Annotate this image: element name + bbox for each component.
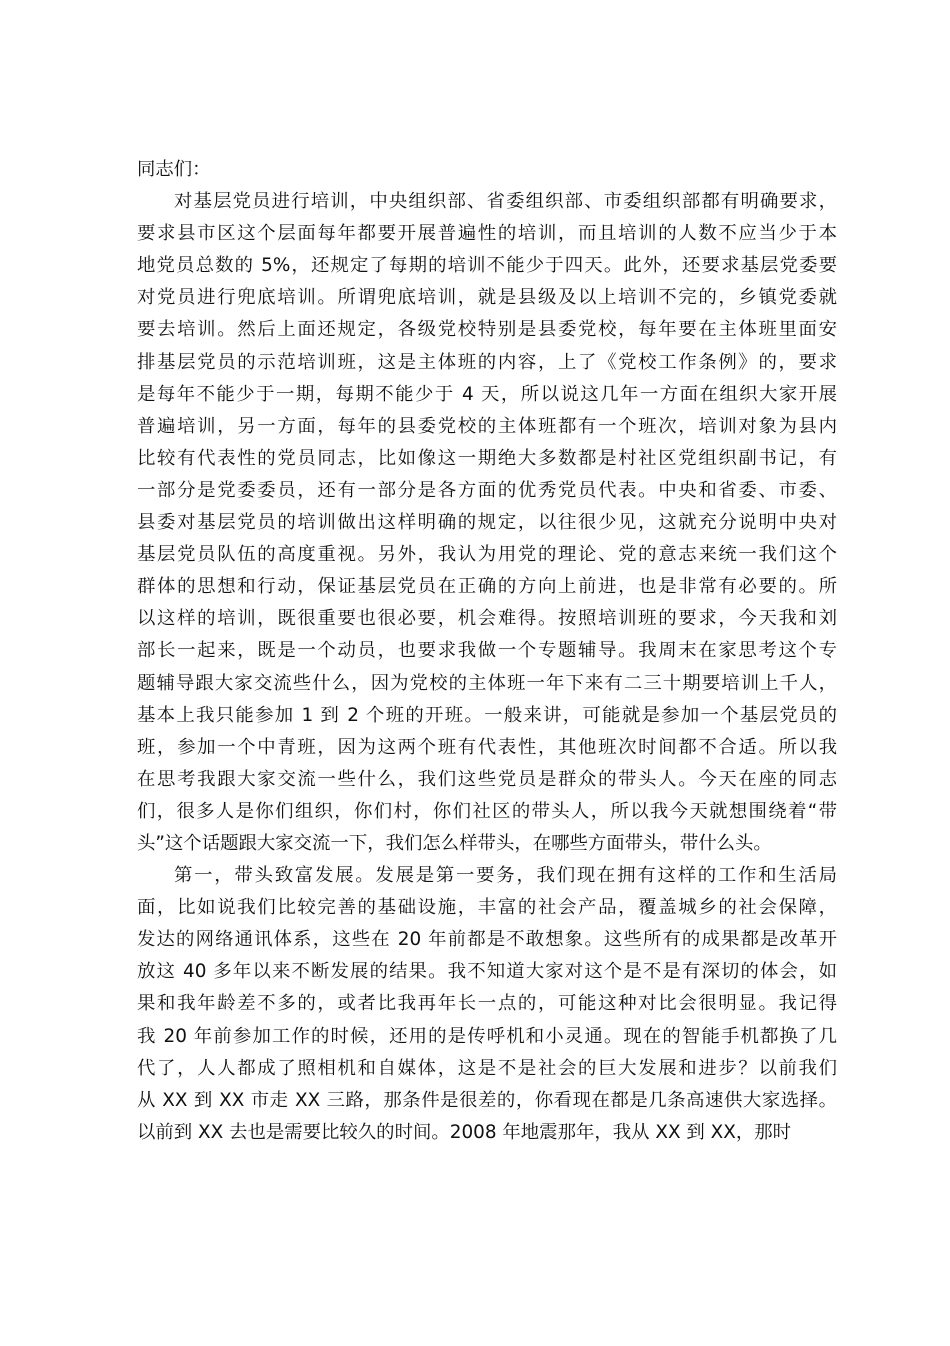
document-body <box>137 154 837 1149</box>
text-line: 以前到 XX 去也是需要比较久的时间。2008 年地震那年，我从 XX 到 XX，那时 <box>137 1121 792 1143</box>
text-line: 对基层党员进行培训，中央组织部、省委组织部、市委组织部都有明确要求， <box>174 191 837 213</box>
text-line: 面，比如说我们比较完善的基础设施，丰富的社会产品，覆盖城乡的社会保障， <box>137 897 837 919</box>
text-line: 部长一起来，既是一个动员，也要求我做一个专题辅导。我周末在家思考这个专 <box>137 640 837 662</box>
text-line: 放这 40 多年以来不断发展的结果。我不知道大家对这个是不是有深切的体会，如 <box>137 961 837 983</box>
text-line: 一部分是党委委员，还有一部分是各方面的优秀党员代表。中央和省委、市委、 <box>137 479 837 501</box>
text-line: 对党员进行兜底培训。所谓兜底培训，就是县级及以上培训不完的，乡镇党委就 <box>137 287 837 309</box>
text-line: 要求县市区这个层面每年都要开展普遍性的培训，而且培训的人数不应当少于本 <box>137 223 837 245</box>
text-line: 普遍培训，另一方面，每年的县委党校的主体班都有一个班次，培训对象为县内 <box>137 415 837 437</box>
text-line: 头”这个话题跟大家交流一下，我们怎么样带头，在哪些方面带头，带什么头。 <box>137 832 772 854</box>
text-line: 基本上我只能参加 1 到 2 个班的开班。一般来讲，可能就是参加一个基层党员的 <box>137 704 837 726</box>
text-line: 题辅导跟大家交流些什么，因为党校的主体班一年下来有二三十期要培训上千人， <box>137 672 837 694</box>
text-line: 群体的思想和行动，保证基层党员在正确的方向上前进，也是非常有必要的。所 <box>137 576 837 598</box>
text-line: 从 XX 到 XX 市走 XX 三路，那条件是很差的，你看现在都是几条高速供大家选择。 <box>137 1089 837 1111</box>
text-line: 代了，人人都成了照相机和自媒体，这是不是社会的巨大发展和进步？以前我们 <box>137 1057 837 1079</box>
text-line: 在思考我跟大家交流一些什么，我们这些党员是群众的带头人。今天在座的同志 <box>137 768 837 790</box>
text-line: 果和我年龄差不多的，或者比我再年长一点的，可能这种对比会很明显。我记得 <box>137 993 837 1015</box>
text-line: 们，很多人是你们组织，你们村，你们社区的带头人，所以我今天就想围绕着“带 <box>137 800 837 822</box>
text-line: 以这样的培训，既很重要也很必要，机会难得。按照培训班的要求，今天我和刘 <box>137 608 837 630</box>
text-line: 是每年不能少于一期，每期不能少于 4 天，所以说这几年一方面在组织大家开展 <box>137 383 837 405</box>
text-line: 地党员总数的 5%，还规定了每期的培训不能少于四天。此外，还要求基层党委要 <box>137 255 837 277</box>
text-line: 我 20 年前参加工作的时候，还用的是传呼机和小灵通。现在的智能手机都换了几 <box>137 1025 837 1047</box>
text-line: 班，参加一个中青班，因为这两个班有代表性，其他班次时间都不合适。所以我 <box>137 736 837 758</box>
text-line: 县委对基层党员的培训做出这样明确的规定，以往很少见，这就充分说明中央对 <box>137 512 837 534</box>
paragraph-2 <box>137 860 837 1149</box>
text-line: 比较有代表性的党员同志，比如像这一期绝大多数都是村社区党组织副书记，有 <box>137 447 837 469</box>
salutation: 同志们： <box>137 159 211 180</box>
text-line: 发达的网络通讯体系，这些在 20 年前都是不敢想象。这些所有的成果都是改革开 <box>137 929 837 951</box>
paragraph-1 <box>137 186 837 860</box>
text-line: 基层党员队伍的高度重视。另外，我认为用党的理论、党的意志来统一我们这个 <box>137 544 837 566</box>
text-line: 要去培训。然后上面还规定，各级党校特别是县委党校，每年要在主体班里面安 <box>137 319 837 341</box>
text-line: 第一，带头致富发展。发展是第一要务，我们现在拥有这样的工作和生活局 <box>174 865 837 887</box>
text-line: 排基层党员的示范培训班，这是主体班的内容，上了《党校工作条例》的，要求 <box>137 351 837 373</box>
